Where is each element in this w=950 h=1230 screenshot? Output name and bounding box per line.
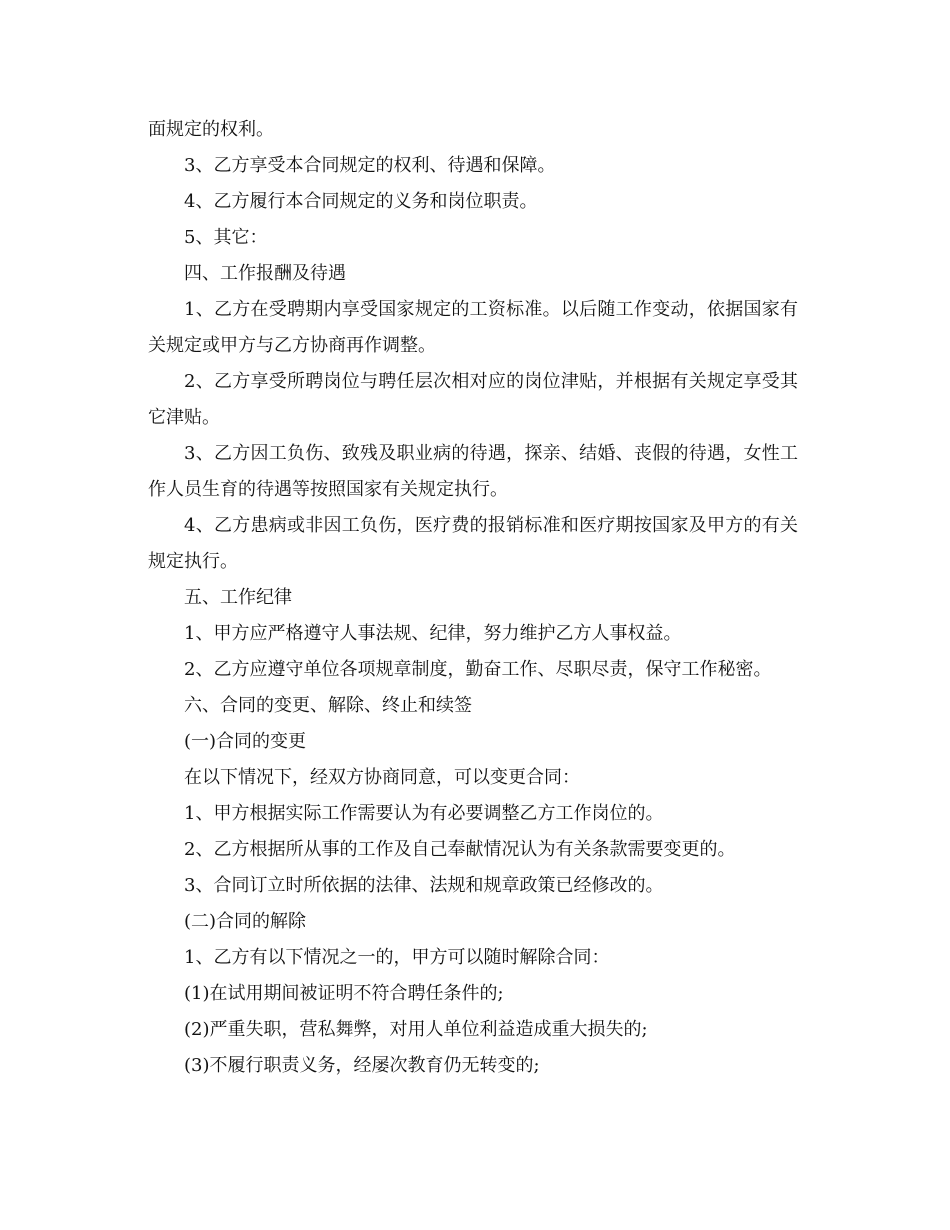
paragraph: 1、乙方有以下情况之一的，甲方可以随时解除合同： [184, 947, 610, 968]
paragraph: 3、合同订立时所依据的法律、法规和规章政策已经修改的。 [184, 875, 664, 896]
paragraph: 4、乙方履行本合同规定的义务和岗位职责。 [184, 191, 538, 212]
paragraph: 2、乙方应遵守单位各项规章制度，勤奋工作、尽职尽责，保守工作秘密。 [184, 659, 772, 680]
paragraph: 3、乙方享受本合同规定的权利、待遇和保障。 [184, 155, 556, 176]
section-heading: 五、工作纪律 [184, 587, 292, 608]
subsection-heading: (二)合同的解除 [184, 911, 307, 932]
paragraph: 面规定的权利。 [148, 119, 274, 140]
paragraph: 3、乙方因工负伤、致残及职业病的待遇，探亲、结婚、丧假的待遇，女性工作人员生育的待遇等按照国家有关规定执行。 [148, 443, 798, 500]
section-heading: 六、合同的变更、解除、终止和续签 [184, 695, 472, 716]
paragraph: 1、甲方根据实际工作需要认为有必要调整乙方工作岗位的。 [184, 803, 664, 824]
paragraph: 1、甲方应严格遵守人事法规、纪律，努力维护乙方人事权益。 [184, 623, 682, 644]
paragraph: 4、乙方患病或非因工负伤，医疗费的报销标准和医疗期按国家及甲方的有关规定执行。 [148, 515, 798, 572]
paragraph: 2、乙方享受所聘岗位与聘任层次相对应的岗位津贴，并根据有关规定享受其它津贴。 [148, 371, 798, 428]
paragraph: 2、乙方根据所从事的工作及自己奉献情况认为有关条款需要变更的。 [184, 839, 736, 860]
list-item: (1)在试用期间被证明不符合聘任条件的; [184, 983, 504, 1004]
subsection-heading: (一)合同的变更 [184, 731, 307, 752]
paragraph: 在以下情况下，经双方协商同意，可以变更合同： [184, 767, 580, 788]
list-item: (2)严重失职，营私舞弊，对用人单位利益造成重大损失的; [184, 1019, 648, 1040]
list-item: (3)不履行职责义务，经屡次教育仍无转变的; [184, 1055, 540, 1076]
document-body [148, 112, 798, 1084]
section-heading: 四、工作报酬及待遇 [184, 263, 346, 284]
paragraph: 1、乙方在受聘期内享受国家规定的工资标准。以后随工作变动，依据国家有关规定或甲方与乙方协商再作调整。 [148, 299, 798, 356]
paragraph: 5、其它： [184, 227, 268, 248]
